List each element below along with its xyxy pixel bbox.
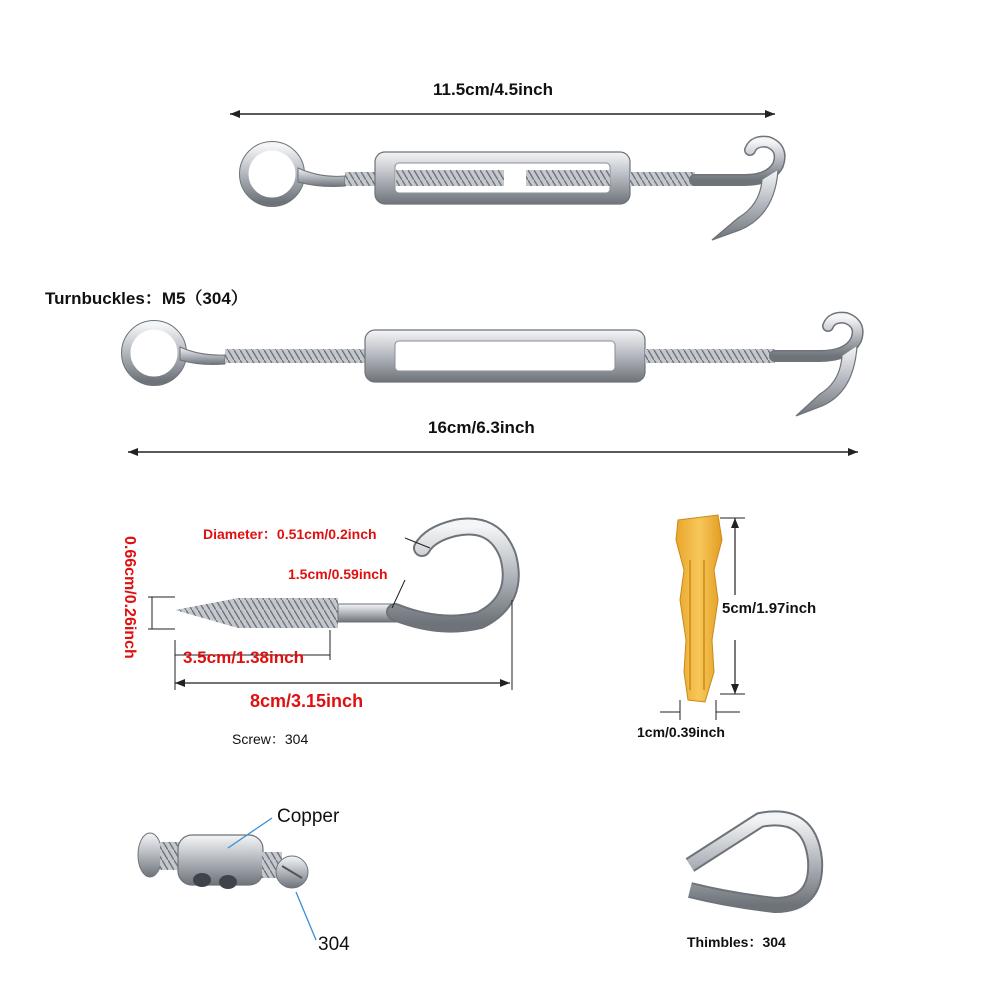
eye-end-icon <box>122 321 226 386</box>
total-length-label: 8cm/3.15inch <box>250 691 364 711</box>
thimble-icon <box>690 818 815 905</box>
long-length-label: 16cm/6.3inch <box>428 418 535 437</box>
turnbuckle-title: Turnbuckles：M5（304） <box>45 289 248 308</box>
thimble-material-label: Thimbles：304 <box>687 934 786 950</box>
thread-height-label: 0.66cm/0.26inch <box>121 536 138 659</box>
hook-end-icon <box>695 142 780 240</box>
eye-end-icon <box>240 142 346 207</box>
anchor-length-label: 5cm/1.97inch <box>722 600 817 617</box>
copper-label: Copper <box>277 806 340 827</box>
clamp-screw-label: 304 <box>318 934 350 955</box>
diameter-label: Diameter：0.51cm/0.2inch <box>203 526 377 542</box>
wall-anchor-icon <box>660 515 745 720</box>
screw-material-label: Screw：304 <box>232 731 309 747</box>
hook-size-label: 1.5cm/0.59inch <box>288 566 388 582</box>
anchor-width-label: 1cm/0.39inch <box>637 724 725 740</box>
hook-end-icon <box>775 318 858 416</box>
turnbuckle-short <box>230 110 780 240</box>
wire-clamp-icon <box>138 818 316 940</box>
short-length-label: 11.5cm/4.5inch <box>433 80 554 99</box>
thread-length-label: 3.5cm/1.38inch <box>183 648 304 667</box>
